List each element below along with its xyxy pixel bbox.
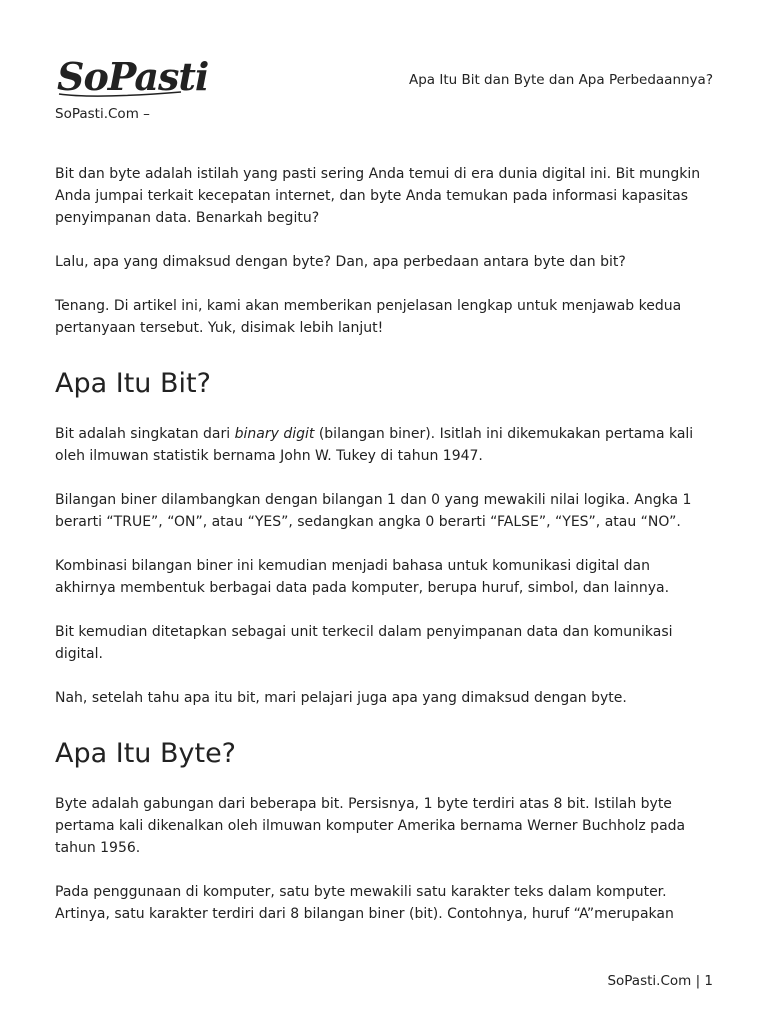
bit-paragraph-1 bbox=[55, 423, 715, 467]
section-heading-byte: Apa Itu Byte? bbox=[55, 738, 237, 769]
intro-paragraph-2: Lalu, apa yang dimaksud dengan byte? Dan, apa perbedaan antara byte dan bit? bbox=[55, 254, 626, 270]
binary-digit-term: binary digit bbox=[234, 426, 315, 442]
intro-paragraph-3: Tenang. Di artikel ini, kami akan memberikan penjelasan lengkap untuk menjawab kedua pertanyaan tersebut. Yuk, disimak lebih lanjut! bbox=[55, 298, 682, 336]
bit-paragraph-2: Bilangan biner dilambangkan dengan bilangan 1 dan 0 yang mewakili nilai logika. Angka 1 berarti “TRUE”, “ON”, atau “YES”, sedangkan angka 0 berarti “FALSE”, “YES”, atau “NO”. bbox=[55, 492, 692, 530]
article-header-title: Apa Itu Bit dan Byte dan Apa Perbedaannya? bbox=[408, 72, 713, 88]
bit-paragraph-1-end: (bilangan biner). Isitlah ini dikemukakan pertama kali oleh ilmuwan statistik bernama John W. Tukey di tahun 1947. bbox=[55, 426, 694, 464]
byte-paragraph-1: Byte adalah gabungan dari beberapa bit. Persisnya, 1 byte terdiri atas 8 bit. Istilah byte pertama kali dikenalkan oleh ilmuwan komputer Amerika bernama Werner Buchholz pada tahun 1956. bbox=[55, 796, 686, 856]
bit-paragraph-3: Kombinasi bilangan biner ini kemudian menjadi bahasa untuk komunikasi digital dan akhirnya membentuk berbagai data pada komputer, berupa huruf, simbol, dan lainnya. bbox=[55, 558, 670, 596]
byte-paragraph-2: Pada penggunaan di komputer, satu byte mewakili satu karakter teks dalam komputer. Artinya, satu karakter terdiri dari 8 bilangan biner (bit). Contohnya, huruf “A”merupakan bbox=[55, 884, 674, 922]
bit-paragraph-4: Bit kemudian ditetapkan sebagai unit terkecil dalam penyimpanan data dan komunikasi digital. bbox=[55, 624, 673, 662]
svg-text:SoPasti: SoPasti bbox=[57, 54, 209, 99]
intro-paragraph-1: Bit dan byte adalah istilah yang pasti sering Anda temui di era dunia digital ini. Bit mungkin Anda jumpai terkait kecepatan internet, dan byte Anda temukan pada informasi kapasitas penyimpanan data. Benarkah begitu? bbox=[55, 166, 701, 226]
article-body bbox=[55, 163, 715, 947]
sopasti-logo bbox=[55, 52, 209, 102]
site-name-line: SoPasti.Com – bbox=[55, 106, 150, 122]
section-heading-bit: Apa Itu Bit? bbox=[55, 368, 211, 399]
bit-paragraph-5: Nah, setelah tahu apa itu bit, mari pelajari juga apa yang dimaksud dengan byte. bbox=[55, 690, 627, 706]
page-footer: SoPasti.Com | 1 bbox=[607, 973, 713, 989]
bit-paragraph-1-start: Bit adalah singkatan dari bbox=[55, 426, 235, 442]
